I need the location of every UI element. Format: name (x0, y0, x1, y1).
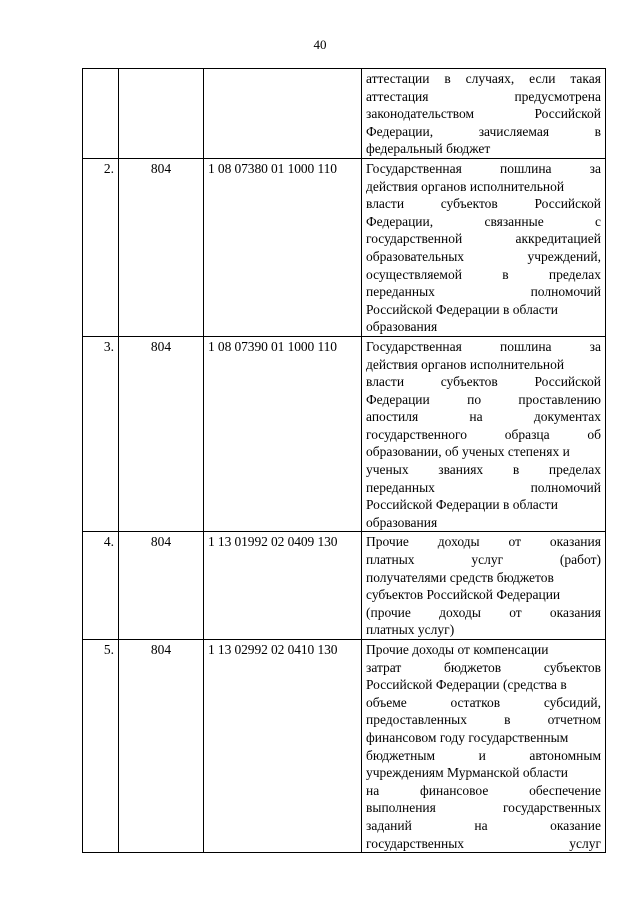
description-word: образовательных (366, 248, 465, 264)
description-word: аккредитацией (515, 231, 601, 247)
description-line (366, 70, 601, 88)
description-word: осуществляемой (366, 266, 462, 282)
budget-classification-code-cell: 1 13 01992 02 0409 130 (204, 532, 362, 640)
description-word: и (478, 747, 486, 763)
description-word: пошлина (499, 160, 552, 176)
description-word: бюджетным (366, 747, 436, 763)
description-line (366, 782, 601, 800)
description-line (366, 408, 601, 426)
description-word: власти (366, 196, 405, 212)
description-word: государственных (366, 835, 465, 851)
description-word: пошлина (499, 338, 552, 354)
description-line (366, 641, 601, 659)
description-word: связанные (484, 213, 544, 229)
description-line (366, 283, 601, 301)
description-word: Федерации, (366, 123, 434, 139)
description-word: законодательством (366, 106, 475, 122)
row-number-cell: 2. (83, 158, 119, 336)
description-word: переданных (366, 479, 435, 495)
description-line (366, 338, 601, 356)
description-word: от (508, 534, 521, 550)
table-row (83, 158, 606, 336)
description-line (366, 729, 601, 747)
description-word: (работ) (559, 552, 601, 568)
description-word: услуг (569, 835, 601, 851)
description-word: субсидий, (543, 694, 601, 710)
budget-classification-code-cell (204, 69, 362, 159)
description-word: в (444, 71, 451, 86)
description-word: Прочие доходы от компенсации (366, 642, 549, 657)
description-line (366, 230, 601, 248)
description-word: бюджетов (444, 659, 502, 675)
description-word: оказания (549, 534, 601, 550)
description-word: на (469, 409, 483, 425)
description-line (366, 178, 601, 196)
description-word: Российской (534, 106, 601, 122)
description-line (366, 266, 601, 284)
description-word: полномочий (530, 479, 601, 495)
budget-classification-code-cell: 1 08 07380 01 1000 110 (204, 158, 362, 336)
description-word: государственной (366, 231, 463, 247)
description-word: доходы (437, 534, 480, 550)
revenue-codes-table (82, 68, 606, 853)
description-line (366, 514, 601, 532)
description-line (366, 496, 601, 514)
description-word: действия органов исполнительной (366, 356, 565, 372)
description-line (366, 676, 601, 694)
description-word: образовании, об ученых степенях и (366, 444, 570, 460)
description-word: аттестации (366, 71, 430, 86)
description-line (366, 195, 601, 213)
description-word: учреждений, (527, 248, 601, 264)
description-line (366, 356, 601, 374)
description-word: Российской (534, 196, 601, 212)
description-word: на (474, 817, 488, 833)
description-word: образца (504, 426, 550, 442)
description-word: если (529, 71, 556, 86)
description-word: на (366, 782, 380, 798)
description-word: в (512, 462, 520, 478)
description-word: услуг (471, 552, 504, 568)
description-word: федеральный бюджет (366, 141, 491, 157)
row-number-cell: 4. (83, 532, 119, 640)
description-line (366, 747, 601, 765)
description-word: Российской Федерации (средства в (366, 677, 567, 693)
description-word: пределах (548, 266, 601, 282)
administrator-code-cell (119, 69, 204, 159)
description-line (366, 621, 601, 639)
description-line (366, 533, 601, 551)
description-word: по (467, 391, 482, 407)
description-line (366, 569, 601, 587)
description-word: случаях, (465, 71, 515, 86)
description-line (366, 694, 601, 712)
description-word: субъектов Российской Федерации (366, 587, 561, 603)
description-word: Российской Федерации в области (366, 301, 558, 317)
description-line (366, 835, 601, 853)
description-word: в (594, 123, 601, 139)
description-word: (прочие (366, 604, 411, 620)
description-word: зачисляемая (478, 123, 550, 139)
description-word: доходы (439, 604, 481, 620)
row-number-cell: 3. (83, 336, 119, 532)
description-word: Государственная (366, 160, 462, 176)
description-word: званиях (438, 462, 484, 478)
description-line (366, 443, 601, 461)
description-word: объеме (366, 694, 407, 710)
description-word: заданий (366, 817, 412, 833)
description-line (366, 160, 601, 178)
description-line (366, 301, 601, 319)
description-word: платных услуг) (366, 622, 455, 638)
description-word: получателями средств бюджетов (366, 569, 554, 585)
description-word: об (587, 426, 601, 442)
description-word: Государственная (366, 338, 462, 354)
table-row (83, 69, 606, 159)
description-word: в (504, 712, 511, 728)
description-word: финансовое (420, 782, 489, 798)
description-word: обеспечение (529, 782, 601, 798)
row-number-cell: 5. (83, 640, 119, 853)
description-word: государственного (366, 426, 467, 442)
administrator-code-cell: 804 (119, 532, 204, 640)
description-line (366, 426, 601, 444)
table-row (83, 532, 606, 640)
description-word: такая (570, 71, 601, 86)
description-line (366, 88, 601, 106)
table-row (83, 640, 606, 853)
description-word: аттестация (366, 88, 429, 104)
description-word: действия органов исполнительной (366, 178, 565, 194)
description-word: Прочие (366, 534, 409, 550)
description-line (366, 817, 601, 835)
description-line (366, 373, 601, 391)
description-line (366, 140, 601, 158)
description-word: выполнения (366, 800, 436, 816)
description-word: оказание (550, 817, 601, 833)
description-word: финансовом году государственным (366, 729, 569, 745)
description-line (366, 551, 601, 569)
description-word: отчетном (547, 712, 601, 728)
description-word: за (589, 160, 601, 176)
description-word: Российской (534, 374, 601, 390)
revenue-description-cell (362, 640, 606, 853)
description-word: пределах (548, 462, 601, 478)
description-line (366, 764, 601, 782)
row-number-cell (83, 69, 119, 159)
revenue-description-cell (362, 69, 606, 159)
description-word: Российской Федерации в области (366, 497, 558, 513)
description-line (366, 391, 601, 409)
description-word: с (595, 213, 601, 229)
description-line (366, 105, 601, 123)
description-word: затрат (366, 659, 402, 675)
description-word: полномочий (530, 284, 601, 300)
description-word: предусмотрена (514, 88, 601, 104)
description-word: автономным (529, 747, 601, 763)
description-word: остатков (450, 694, 501, 710)
description-word: Федерации, (366, 213, 434, 229)
description-word: государственных (502, 800, 601, 816)
description-word: учреждениям Мурманской области (366, 765, 569, 781)
table-row (83, 336, 606, 532)
description-word: платных (366, 552, 415, 568)
description-word: от (509, 604, 522, 620)
description-line (366, 659, 601, 677)
budget-classification-code-cell: 1 13 02992 02 0410 130 (204, 640, 362, 853)
revenue-description-cell (362, 158, 606, 336)
description-line (366, 799, 601, 817)
description-line (366, 479, 601, 497)
description-line (366, 213, 601, 231)
administrator-code-cell: 804 (119, 640, 204, 853)
description-word: проставлению (518, 391, 601, 407)
revenue-description-cell (362, 336, 606, 532)
description-line (366, 586, 601, 604)
description-word: документах (533, 409, 601, 425)
budget-classification-code-cell: 1 08 07390 01 1000 110 (204, 336, 362, 532)
description-line (366, 318, 601, 336)
description-word: власти (366, 374, 405, 390)
description-word: субъектов (440, 374, 498, 390)
administrator-code-cell: 804 (119, 158, 204, 336)
description-line (366, 711, 601, 729)
description-word: апостиля (366, 409, 419, 425)
description-word: образования (366, 319, 438, 335)
description-word: субъектов (440, 196, 498, 212)
description-word: переданных (366, 284, 435, 300)
administrator-code-cell: 804 (119, 336, 204, 532)
description-word: субъектов (543, 659, 601, 675)
description-line (366, 123, 601, 141)
page-number: 40 (313, 37, 327, 52)
description-word: ученых (366, 462, 409, 478)
description-word: за (589, 338, 601, 354)
description-line (366, 248, 601, 266)
description-line (366, 461, 601, 479)
description-word: предоставленных (366, 712, 467, 728)
description-word: в (502, 266, 509, 282)
description-word: оказания (549, 604, 601, 620)
description-line (366, 604, 601, 622)
revenue-description-cell (362, 532, 606, 640)
description-word: образования (366, 514, 438, 530)
description-word: Федерации (366, 391, 430, 407)
